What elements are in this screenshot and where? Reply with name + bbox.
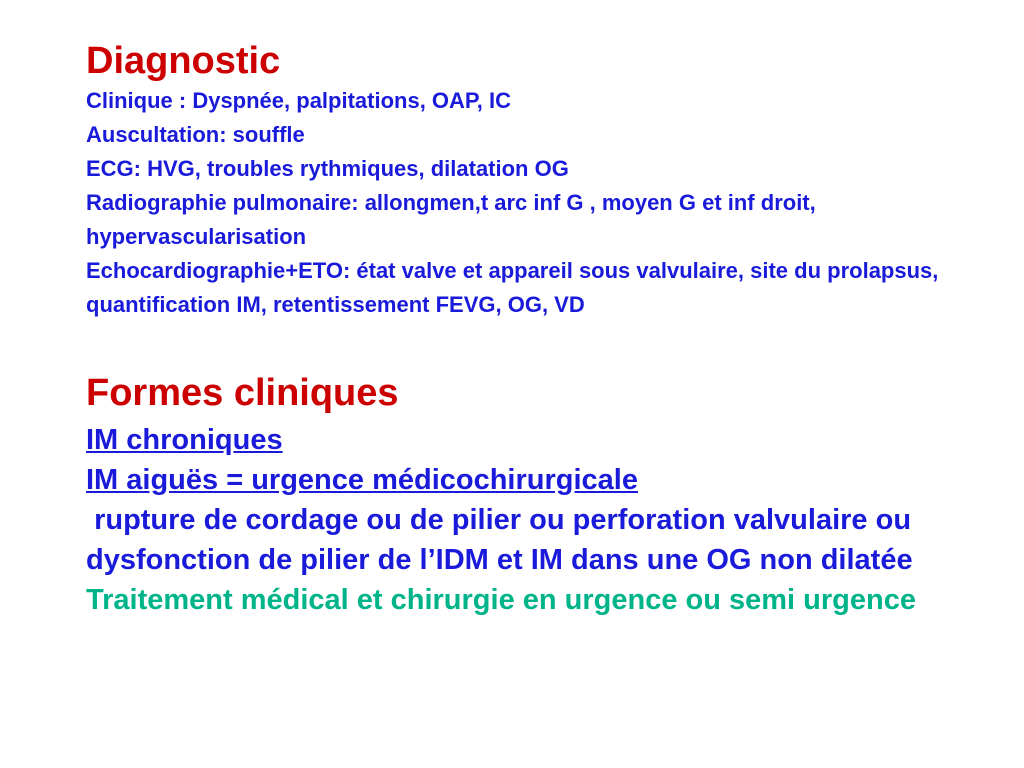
diagnostic-line-radiographie: Radiographie pulmonaire: allongmen,t arc inf G , moyen G et inf droit, hypervascularisation (86, 190, 816, 249)
im-aigues-heading: IM aiguës = urgence médicochirurgicale (86, 464, 638, 496)
im-chroniques-heading: IM chroniques (86, 424, 283, 456)
slide-content (86, 38, 966, 620)
diagnostic-line-echocardiographie: Echocardiographie+ETO: état valve et appareil sous valvulaire, site du prolapsus, quantification IM, retentissement FEVG, OG, VD (86, 258, 939, 317)
diagnostic-line-clinique: Clinique : Dyspnée, palpitations, OAP, IC (86, 88, 511, 113)
traitement-text: Traitement médical et chirurgie en urgence ou semi urgence (86, 584, 916, 616)
diagnostic-title: Diagnostic (86, 40, 281, 82)
section-spacer (86, 322, 966, 366)
im-aigues-description: rupture de cordage ou de pilier ou perforation valvulaire ou dysfonction de pilier de l’IDM et IM dans une OG non dilatée (86, 504, 920, 576)
diagnostic-line-auscultation: Auscultation: souffle (86, 122, 305, 147)
formes-title: Formes cliniques (86, 372, 399, 414)
diagnostic-line-ecg: ECG: HVG, troubles rythmiques, dilatation OG (86, 156, 569, 181)
